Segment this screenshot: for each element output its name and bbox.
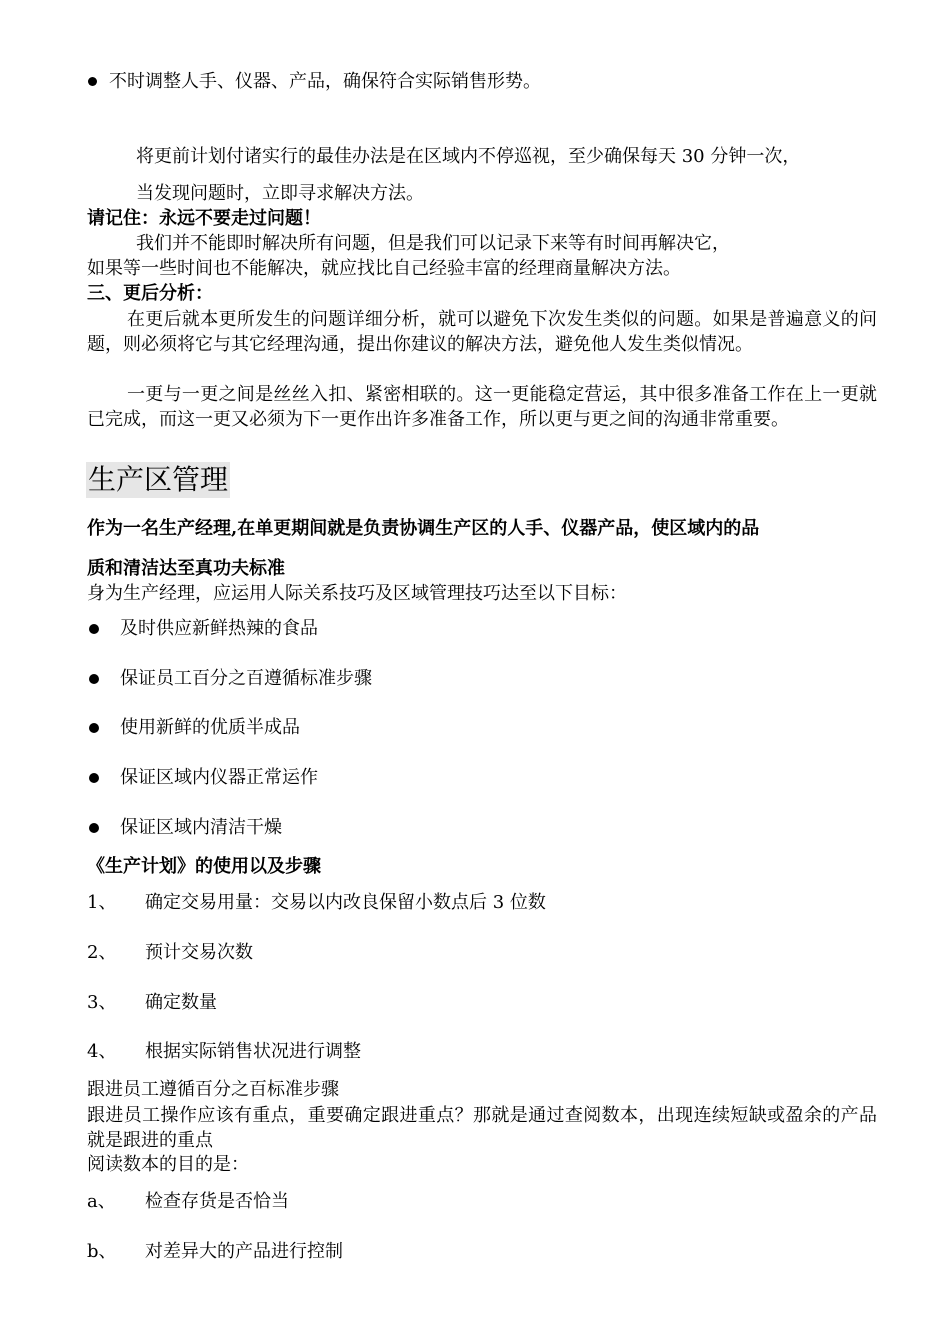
step-text: 确定交易用量：交易以内改良保留小数点后 3 位数 (145, 892, 546, 913)
paragraph-line: 如果等一些时间也不能解决，就应找比自己经验丰富的经理商量解决方法。 (87, 258, 681, 279)
item-letter: b、 (87, 1241, 117, 1262)
step-text: 根据实际销售状况进行调整 (145, 1041, 361, 1062)
step-number: 3、 (87, 992, 117, 1013)
subsection-title: 《生产计划》的使用以及步骤 (87, 856, 321, 877)
list-item: 使用新鲜的优质半成品 (120, 717, 300, 738)
paragraph-line: 跟进员工遵循百分之百标准步骤 (87, 1079, 339, 1100)
bullet-icon (88, 77, 97, 86)
bullet-icon (89, 773, 99, 783)
bold-paragraph-line: 作为一名生产经理,在单更期间就是负责协调生产区的人手、仪器产品，使区域内的品 (87, 518, 760, 539)
item-text: 检查存货是否恰当 (145, 1191, 289, 1212)
step-number: 4、 (87, 1041, 117, 1062)
section-heading: 生产区管理 (88, 463, 229, 496)
paragraph-line: 我们并不能即时解决所有问题，但是我们可以记录下来等有时间再解决它， (136, 233, 730, 254)
step-number: 2、 (87, 942, 117, 963)
step-text: 预计交易次数 (145, 942, 253, 963)
section-title: 三、更后分析： (87, 283, 213, 304)
paragraph-line: 当发现问题时，立即寻求解决方法。 (136, 183, 424, 204)
paragraph: 在更后就本更所发生的问题详细分析，就可以避免下次发生类似的问题。如果是普遍意义的问题，则必须将它与其它经理沟通，提出你建议的解决方法，避免他人发生类似情况。 (87, 309, 877, 355)
paragraph-line: 将更前计划付诸实行的最佳办法是在区域内不停巡视，至少确保每天 30 分钟一次， (136, 146, 801, 167)
list-item: 保证区域内仪器正常运作 (120, 767, 318, 788)
bullet-text: 不时调整人手、仪器、产品，确保符合实际销售形势。 (109, 71, 541, 92)
bold-paragraph-line: 质和清洁达至真功夫标准 (87, 558, 285, 579)
bullet-icon (89, 624, 99, 634)
bullet-icon (89, 823, 99, 833)
step-number: 1、 (87, 892, 117, 913)
paragraph-line: 阅读数本的目的是： (87, 1154, 249, 1175)
paragraph-line: 身为生产经理，应运用人际关系技巧及区域管理技巧达至以下目标： (87, 583, 627, 604)
paragraph: 一更与一更之间是丝丝入扣、紧密相联的。这一更能稳定营运，其中很多准备工作在上一更就已完成，而这一更又必须为下一更作出许多准备工作，所以更与更之间的沟通非常重要。 (87, 384, 877, 430)
list-item: 保证区域内清洁干燥 (120, 817, 282, 838)
item-text: 对差异大的产品进行控制 (145, 1241, 343, 1262)
remember-heading: 请记住：永远不要走过问题！ (87, 208, 321, 229)
bullet-icon (89, 723, 99, 733)
paragraph: 跟进员工操作应该有重点，重要确定跟进重点？那就是通过查阅数本，出现连续短缺或盈余的产品就是跟进的重点 (87, 1105, 877, 1151)
bullet-icon (89, 674, 99, 684)
list-item: 及时供应新鲜热辣的食品 (120, 618, 318, 639)
list-item: 保证员工百分之百遵循标准步骤 (120, 668, 372, 689)
step-text: 确定数量 (145, 992, 217, 1013)
item-letter: a、 (87, 1191, 116, 1212)
